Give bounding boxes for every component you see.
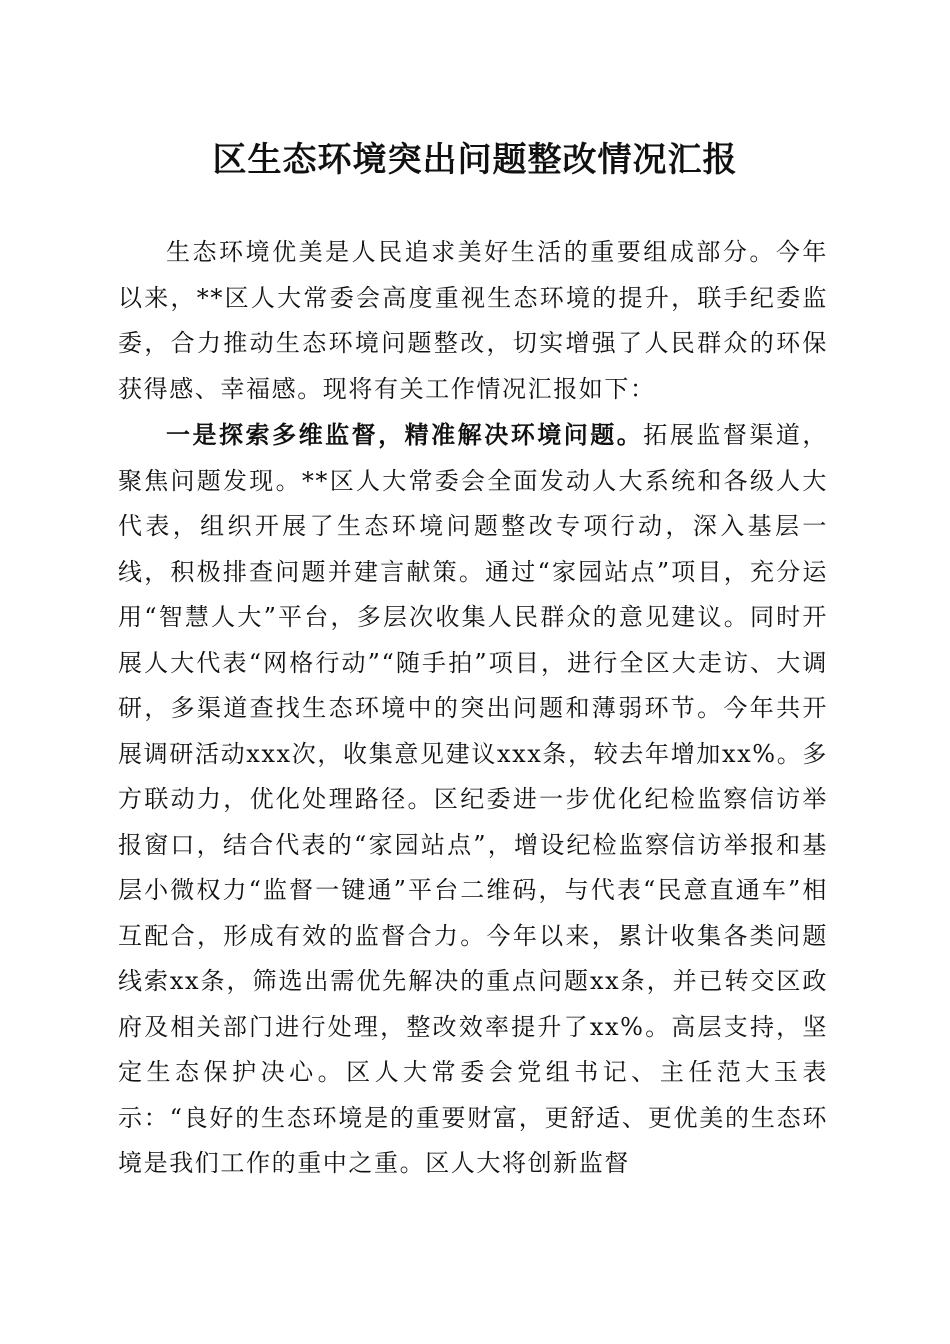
paragraph-point-one-text: 拓展监督渠道，聚焦问题发现。**区人大常委会全面发动人大系统和各级人大代表，组织开展了生态环境问题整改专项行动，深入基层一线，积极排查问题并建言献策。通过“家园站点”项目，充分运用“智慧人大”平台，多层次收集人民群众的意见建议。同时开展人大代表“网格行动”“随手拍”项目，进行全区大走访、大调研，多渠道查找生态环境中的突出问题和薄弱环节。今年共开展调研活动xxx次，收集意见建议xxx条，较去年增加xx%。多方联动力，优化处理路径。区纪委进一步优化纪检监察信访举报窗口，结合代表的“家园站点”，增设纪检监察信访举报和基层小微权力“监督一键通”平台二维码，与代表“民意直通车”相互配合，形成有效的监督合力。今年以来，累计收集各类问题线索xx条，筛选出需优先解决的重点问题xx条，并已转交区政府及相关部门进行处理，整改效率提升了xx%。高层支持，坚定生态保护决心。区人大常委会党组书记、主任范大玉表示：“良好的生态环境是的重要财富，更舒适、更优美的生态环境是我们工作的重中之重。区人大将创新监督 [118,421,828,1177]
document-title: 区生态环境突出问题整改情况汇报 [212,140,738,180]
paragraph-point-one [118,412,828,1187]
paragraph-point-one-heading: 一是探索多维监督，精准解决环境问题。 [166,420,644,449]
paragraph-intro-text: 生态环境优美是人民追求美好生活的重要组成部分。今年以来，**区人大常委会高度重视生态环境的提升，联手纪委监委，合力推动生态环境问题整改，切实增强了人民群众的环保获得感、幸福感。现将有关工作情况汇报如下： [118,238,828,403]
paragraph-intro [118,230,828,412]
document-body [118,230,828,1187]
